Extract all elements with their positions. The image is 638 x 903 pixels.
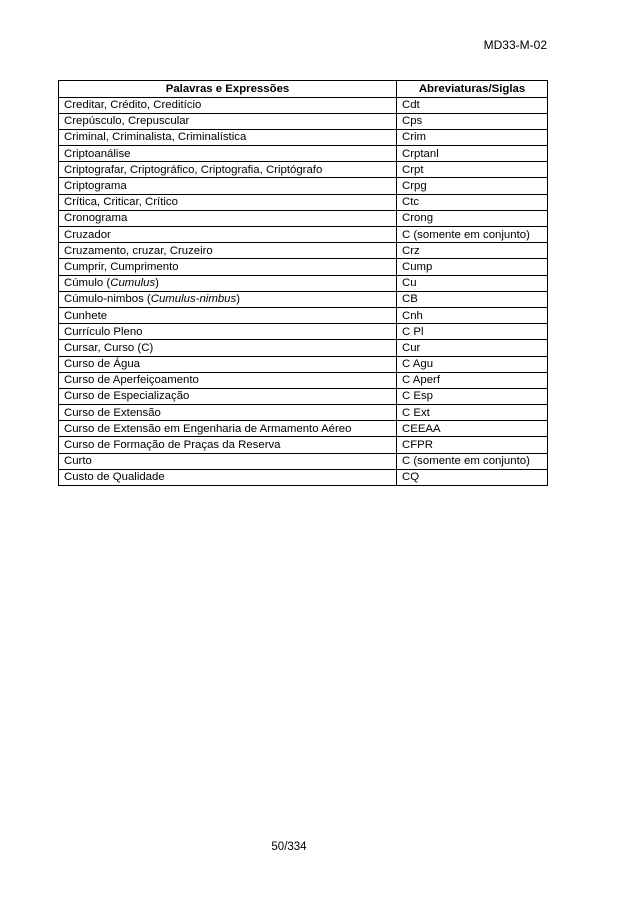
table-row: [59, 113, 548, 129]
term-cell: [59, 324, 397, 340]
term-text: ): [236, 293, 240, 306]
term-text: Cursar, Curso (C): [64, 341, 154, 354]
term-cell: [59, 227, 397, 243]
table-row: [59, 259, 548, 275]
term-cell: [59, 259, 397, 275]
term-text: Creditar, Crédito, Creditício: [64, 99, 202, 112]
term-cell: [59, 97, 397, 113]
table-row: [59, 307, 548, 323]
table-header-row: [59, 81, 548, 98]
table-row: [59, 129, 548, 145]
abbreviation-cell: Cdt: [397, 97, 548, 113]
term-cell: [59, 437, 397, 453]
term-cell: [59, 275, 397, 291]
table-row: [59, 243, 548, 259]
term-cell: [59, 356, 397, 372]
abbreviation-cell: C Agu: [397, 356, 548, 372]
term-cell: [59, 194, 397, 210]
table-row: [59, 178, 548, 194]
table-row: [59, 453, 548, 469]
abbreviation-cell: Cur: [397, 340, 548, 356]
table-row: [59, 388, 548, 404]
table-row: [59, 194, 548, 210]
term-text: Criptoanálise: [64, 147, 131, 160]
abbreviation-cell: CEEAA: [397, 421, 548, 437]
abbreviations-table: [58, 80, 548, 486]
term-cell: [59, 210, 397, 226]
table-row: [59, 146, 548, 162]
table-row: [59, 324, 548, 340]
abbreviation-cell: Ctc: [397, 194, 548, 210]
term-text: Crítica, Criticar, Crítico: [64, 196, 178, 209]
abbreviation-cell: CB: [397, 291, 548, 307]
term-text: Criptograma: [64, 180, 127, 193]
abbreviation-cell: C (somente em conjunto): [397, 227, 548, 243]
term-cell: [59, 307, 397, 323]
table-row: [59, 275, 548, 291]
term-text: Cruzador: [64, 228, 111, 241]
term-cell: [59, 113, 397, 129]
term-text: Curso de Formação de Praças da Reserva: [64, 439, 281, 452]
table-row: [59, 291, 548, 307]
table-row: [59, 372, 548, 388]
abbreviation-cell: CQ: [397, 469, 548, 485]
table-row: [59, 469, 548, 485]
term-text: Criminal, Criminalista, Criminalística: [64, 131, 247, 144]
term-text: Criptografar, Criptográfico, Criptografia, Criptógrafo: [64, 163, 323, 176]
abbreviation-cell: CFPR: [397, 437, 548, 453]
abbreviation-cell: Crpt: [397, 162, 548, 178]
abbreviation-cell: C Ext: [397, 405, 548, 421]
term-cell: [59, 421, 397, 437]
term-text: Curso de Água: [64, 358, 140, 371]
table-row: [59, 356, 548, 372]
abbreviation-cell: Crpg: [397, 178, 548, 194]
term-cell: [59, 129, 397, 145]
term-cell: [59, 291, 397, 307]
header-terms: Palavras e Expressões: [59, 81, 397, 98]
abbreviation-cell: C Esp: [397, 388, 548, 404]
term-text: Curto: [64, 455, 92, 468]
abbreviation-cell: Crz: [397, 243, 548, 259]
term-cell: [59, 162, 397, 178]
page-number: 50/334: [271, 841, 307, 853]
abbreviation-cell: Crong: [397, 210, 548, 226]
table-row: [59, 97, 548, 113]
term-cell: [59, 178, 397, 194]
term-text: Curso de Aperfeiçoamento: [64, 374, 199, 387]
abbreviation-cell: C Pl: [397, 324, 548, 340]
header-abbreviations: Abreviaturas/Siglas: [397, 81, 548, 98]
term-italic-text: Cumulus: [110, 277, 156, 290]
document-code: MD33-M-02: [483, 38, 547, 52]
abbreviation-cell: C (somente em conjunto): [397, 453, 548, 469]
term-text: Currículo Pleno: [64, 325, 143, 338]
term-italic-text: Cumulus-nimbus: [150, 293, 237, 306]
abbreviation-cell: Crim: [397, 129, 548, 145]
term-text: Cúmulo-nimbos (: [64, 293, 151, 306]
term-text: Curso de Especialização: [64, 390, 190, 403]
term-cell: [59, 453, 397, 469]
table-row: [59, 437, 548, 453]
term-cell: [59, 388, 397, 404]
table-row: [59, 210, 548, 226]
term-text: ): [155, 277, 159, 290]
term-text: Cúmulo (: [64, 277, 111, 290]
term-cell: [59, 405, 397, 421]
table-row: [59, 405, 548, 421]
table-row: [59, 162, 548, 178]
term-cell: [59, 146, 397, 162]
term-text: Cronograma: [64, 212, 128, 225]
abbreviation-cell: Crptanl: [397, 146, 548, 162]
term-text: Cruzamento, cruzar, Cruzeiro: [64, 244, 213, 257]
table-body: [59, 97, 548, 486]
abbreviation-cell: Cps: [397, 113, 548, 129]
table-row: [59, 227, 548, 243]
term-text: Curso de Extensão: [64, 406, 161, 419]
abbreviation-cell: Cump: [397, 259, 548, 275]
term-text: Curso de Extensão em Engenharia de Armamento Aéreo: [64, 422, 352, 435]
term-cell: [59, 340, 397, 356]
table-row: [59, 421, 548, 437]
term-cell: [59, 372, 397, 388]
abbreviation-cell: Cnh: [397, 307, 548, 323]
table-row: [59, 340, 548, 356]
term-text: Cumprir, Cumprimento: [64, 260, 179, 273]
abbreviation-cell: C Aperf: [397, 372, 548, 388]
abbreviation-cell: Cu: [397, 275, 548, 291]
term-cell: [59, 243, 397, 259]
term-text: Crepúsculo, Crepuscular: [64, 115, 190, 128]
term-text: Custo de Qualidade: [64, 471, 165, 484]
term-cell: [59, 469, 397, 485]
term-text: Cunhete: [64, 309, 108, 322]
